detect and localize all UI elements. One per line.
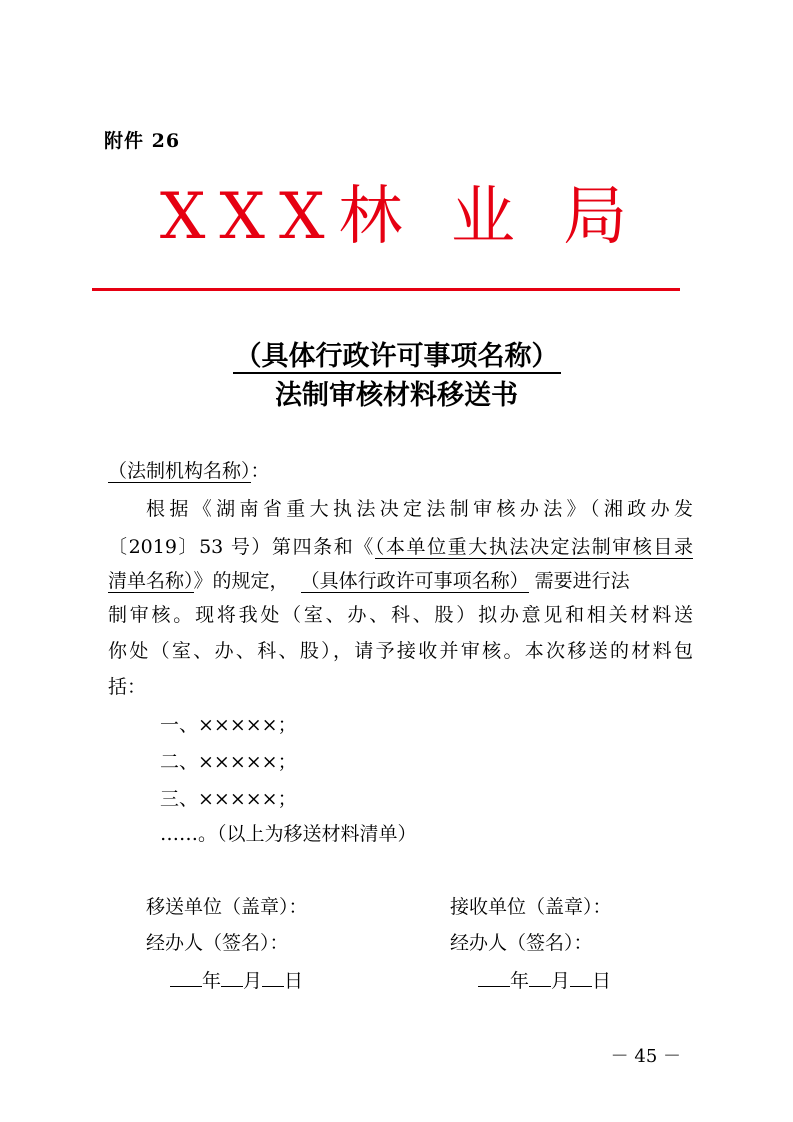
paragraph-line-4: 制审核。现将我处（室、办、科、股）拟办意见和相关材料送	[108, 604, 693, 626]
day-label: 日	[284, 970, 304, 992]
addressee-colon: ：	[250, 460, 270, 482]
material-item-3: 三、×××××；	[160, 788, 297, 810]
sender-date	[170, 966, 303, 994]
day-blank	[262, 966, 284, 987]
addressee-line	[108, 458, 270, 484]
year-blank	[478, 966, 510, 987]
red-divider	[92, 288, 680, 291]
review-text: 需要进行法	[534, 570, 630, 592]
sender-unit-label: 移送单位（盖章）：	[146, 896, 308, 918]
material-item-2: 二、×××××；	[160, 751, 297, 773]
org-title: XXX林 业 局	[159, 180, 642, 254]
month-label: 月	[551, 970, 571, 992]
receiver-unit-label: 接收单位（盖章）：	[450, 896, 612, 918]
receiver-handler-label: 经办人（签名）：	[450, 932, 593, 954]
doc-title-line-2: 法制审核材料移送书	[275, 380, 518, 411]
material-item-1: 一、×××××；	[160, 714, 297, 736]
paragraph-line-5: 你处（室、办、科、股），请予接收并审核。本次移送的材料包	[108, 640, 693, 662]
paragraph-line-1: 根据《湖南省重大执法决定法制审核办法》（湘政办发	[146, 498, 693, 520]
sender-handler-label: 经办人（签名）：	[146, 932, 289, 954]
permit-item-name: （具体行政许可事项名称）	[300, 570, 529, 592]
catalog-name-part-2: 清单名称）	[108, 570, 194, 592]
attachment-label: 附件 26	[104, 130, 181, 152]
month-blank	[221, 966, 243, 987]
year-label: 年	[202, 970, 222, 992]
month-label: 月	[243, 970, 263, 992]
provision-text: 》的规定，	[193, 570, 289, 592]
paragraph-line-2	[108, 534, 693, 560]
page-number: － 45 －	[610, 1046, 681, 1067]
year-label: 年	[510, 970, 530, 992]
day-label: 日	[592, 970, 612, 992]
catalog-name-part-1: （本单位重大执法决定法制审核目录	[374, 536, 693, 558]
day-blank	[570, 966, 592, 987]
doc-title-line-1	[0, 339, 793, 375]
addressee-name: （法制机构名称）	[108, 460, 251, 482]
paragraph-line-6: 括：	[108, 676, 147, 698]
doc-title-permit-name: （具体行政许可事项名称）	[234, 341, 559, 372]
materials-note: ……。（以上为移送材料清单）	[160, 823, 417, 845]
month-blank	[529, 966, 551, 987]
receiver-date	[478, 966, 611, 994]
law-reference: 〔2019〕53 号）第四条和《	[108, 536, 375, 558]
year-blank	[170, 966, 202, 987]
paragraph-line-3	[108, 568, 693, 594]
